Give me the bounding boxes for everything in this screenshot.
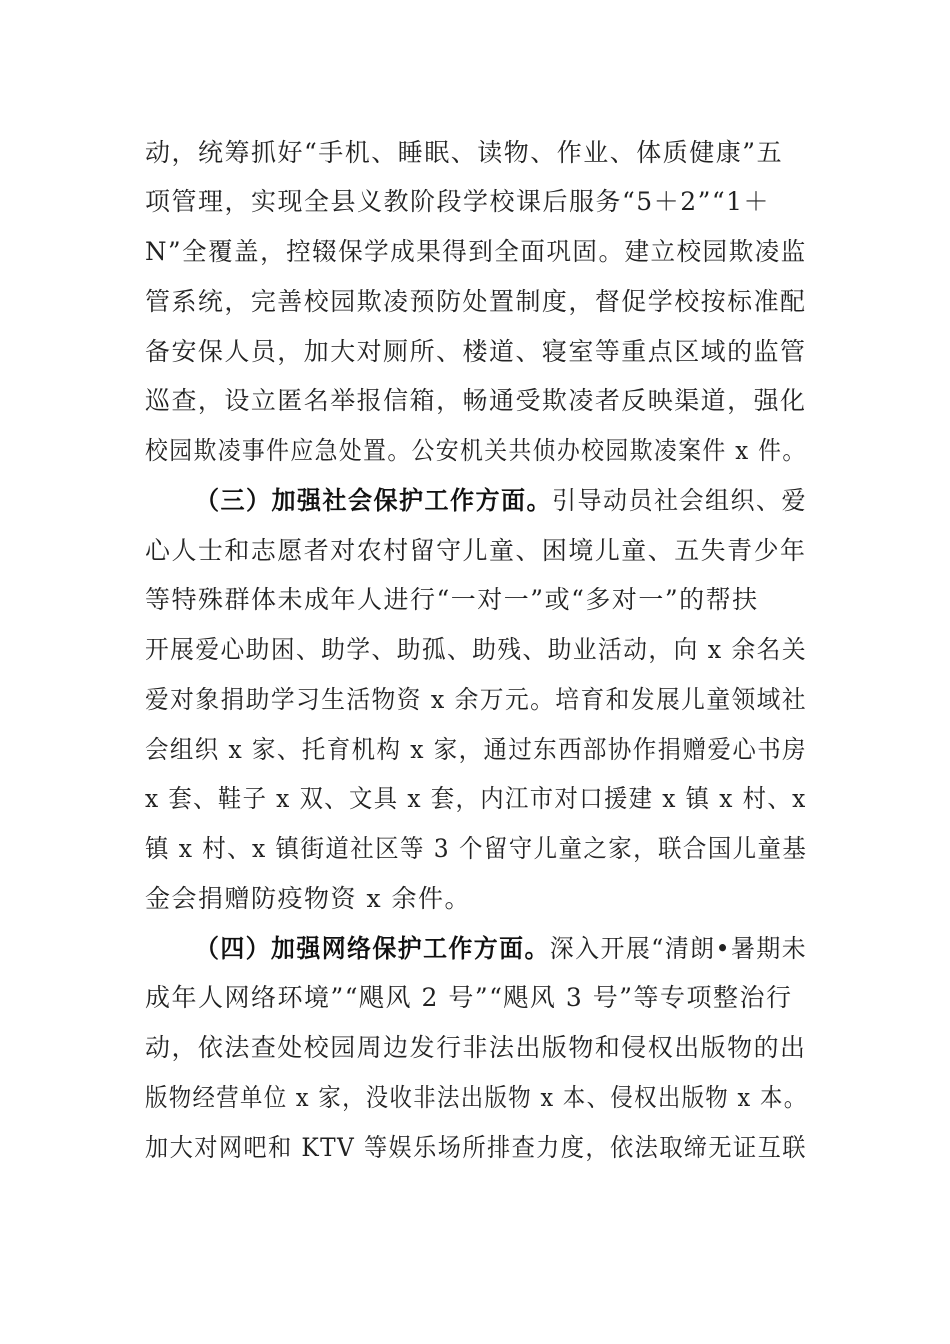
section-4-heading-line: （四）加强网络保护工作方面。深入开展“清朗•暑期未 (195, 934, 808, 963)
text-line: 校园欺凌事件应急处置。公安机关共侦办校园欺凌案件 x 件。 (145, 436, 807, 465)
text-line: 项管理，实现全县义教阶段学校课后服务“5＋2”“1＋ (145, 187, 771, 216)
text-line: 镇 x 村、x 镇街道社区等 3 个留守儿童之家，联合国儿童基 (145, 834, 808, 863)
text-line: 动，统筹抓好“手机、睡眠、读物、作业、体质健康”五 (145, 138, 784, 167)
text-line: 成年人网络环境”“飓风 2 号”“飓风 3 号”等专项整治行 (145, 983, 793, 1012)
text-line: x 套、鞋子 x 双、文具 x 套，内江市对口援建 x 镇 x 村、x (145, 784, 807, 813)
text-line: N”全覆盖，控辍保学成果得到全面巩固。建立校园欺凌监 (145, 237, 807, 266)
text-line: 动，依法查处校园周边发行非法出版物和侵权出版物的出 (145, 1033, 807, 1062)
text-line: 心人士和志愿者对农村留守儿童、困境儿童、五失青少年 (145, 536, 807, 565)
section-3-heading: （三）加强社会保护工作方面。 (195, 486, 553, 515)
text-line: 版物经营单位 x 家，没收非法出版物 x 本、侵权出版物 x 本。 (145, 1083, 808, 1112)
text-line: 加大对网吧和 KTV 等娱乐场所排查力度，依法取缔无证互联 (145, 1133, 807, 1162)
text-line: 备安保人员，加大对厕所、楼道、寝室等重点区域的监管 (145, 337, 807, 366)
text-line: 开展爱心助困、助学、助孤、助残、助业活动，向 x 余名关 (145, 635, 808, 664)
text-line: 管系统，完善校园欺凌预防处置制度，督促学校按标准配 (145, 287, 807, 316)
text-line: 爱对象捐助学习生活物资 x 余万元。培育和发展儿童领域社 (145, 685, 808, 714)
text-line: 巡查，设立匿名举报信箱，畅通受欺凌者反映渠道，强化 (145, 386, 807, 415)
text-line: 等特殊群体未成年人进行“一对一”或“多对一”的帮扶 (145, 585, 759, 614)
text-line: 会组织 x 家、托育机构 x 家，通过东西部协作捐赠爱心书房 (145, 735, 807, 764)
section-3-heading-line: （三）加强社会保护工作方面。引导动员社会组织、爱 (195, 486, 808, 515)
section-4-heading: （四）加强网络保护工作方面。 (195, 934, 550, 963)
text-line: 金会捐赠防疫物资 x 余件。 (145, 884, 471, 913)
